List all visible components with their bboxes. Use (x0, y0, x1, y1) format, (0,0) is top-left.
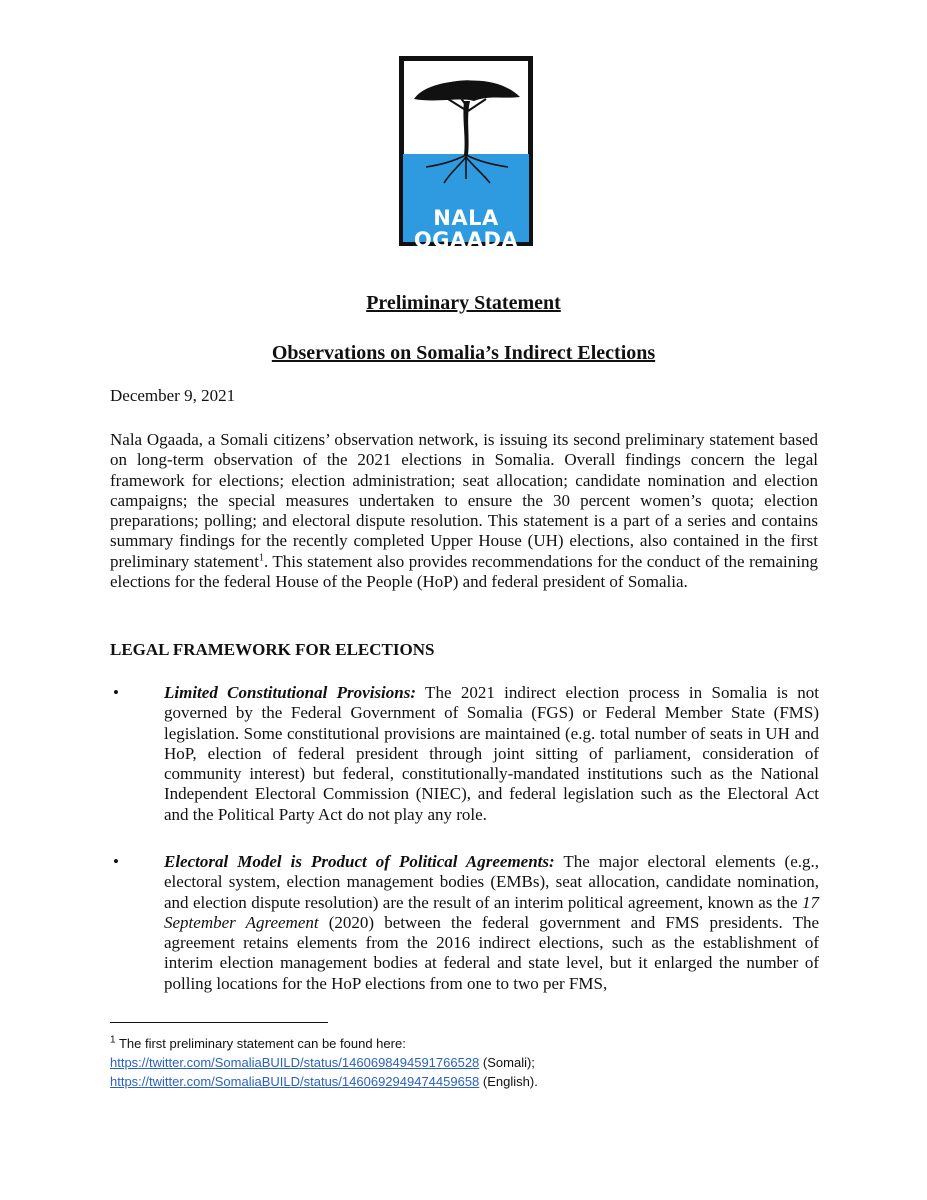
nala-ogaada-logo (399, 56, 533, 252)
logo-wordmark: NALA OGAADA (413, 206, 519, 252)
document-title: Preliminary Statement (366, 292, 561, 314)
footnote-link-english[interactable]: https://twitter.com/SomaliaBUILD/status/1460692949474459658 (110, 1074, 480, 1089)
bullet-item: Limited Constitutional Provisions: The 2021 indirect election process in Somalia is not governed by the Federal Government of Somalia (FGS) or Federal Member State (FMS) legislation. Some constitutional provisions are maintained (e.g. total number of seats in UH and HoP, election of federal president through joint sitting of parliament, consideration of community interest) but federal, constitutionally-mandated institutions such as the National Independent Electoral Commission (NIEC), and federal legislation such as the Electoral Act and the Political Party Act do not play any role. (164, 683, 819, 824)
bullet-marker: • (113, 852, 119, 871)
section-heading: LEGAL FRAMEWORK FOR ELECTIONS (110, 640, 435, 659)
document-date: December 9, 2021 (110, 386, 236, 405)
footnote-reference: 1 (258, 552, 264, 564)
footnote-mark: 1 (110, 1034, 116, 1046)
bullet-marker: • (113, 683, 119, 702)
document-subtitle: Observations on Somalia’s Indirect Elections (271, 342, 656, 364)
footnote: $^1$ The first preliminary statement can be found here: https://twitter.com/SomaliaBUILD/status/1460698494591766528 (Somali); https://twitter.com/SomaliaBUILD/status/1460692949474459658 (English). (110, 1034, 538, 1089)
intro-paragraph: Nala Ogaada, a Somali citizens’ observation network, is issuing its second preliminary statement based on long-term observation of the 2021 elections in Somalia. Overall findings concern the legal framework for elections; election administration; seat allocation; candidate nomination and election campaigns; the special measures undertaken to ensure the 30 percent women’s quota; election preparations; polling; and electoral dispute resolution. This statement is a part of a series and contains summary findings for the recently completed Upper House (UH) elections, also contained in the first preliminary statement$^1$. This statement also provides recommendations for the conduct of the remaining elections for the federal House of the People (HoP) and federal president of Somalia. (110, 430, 818, 592)
footnote-link-somali[interactable]: https://twitter.com/SomaliaBUILD/status/1460698494591766528 (110, 1055, 480, 1070)
bullet-lead: Limited Constitutional Provisions: (164, 683, 417, 702)
bullet-lead: Electoral Model is Product of Political Agreements: (164, 852, 555, 871)
bullet-item: Electoral Model is Product of Political Agreements: The major electoral elements (e.g., electoral system, election management bodies (EMBs), seat allocation, candidate nomination, and election dispute resolution) are the result of an interim political agreement, known as the 17 September Agreement (2020) between the federal government and FMS presidents. The agreement retains elements from the 2016 indirect elections, such as the establishment of interim election management bodies at federal and state level, but it enlarged the number of polling locations for the HoP elections from one to two per FMS, (164, 852, 819, 993)
footnote-divider (110, 1022, 328, 1023)
